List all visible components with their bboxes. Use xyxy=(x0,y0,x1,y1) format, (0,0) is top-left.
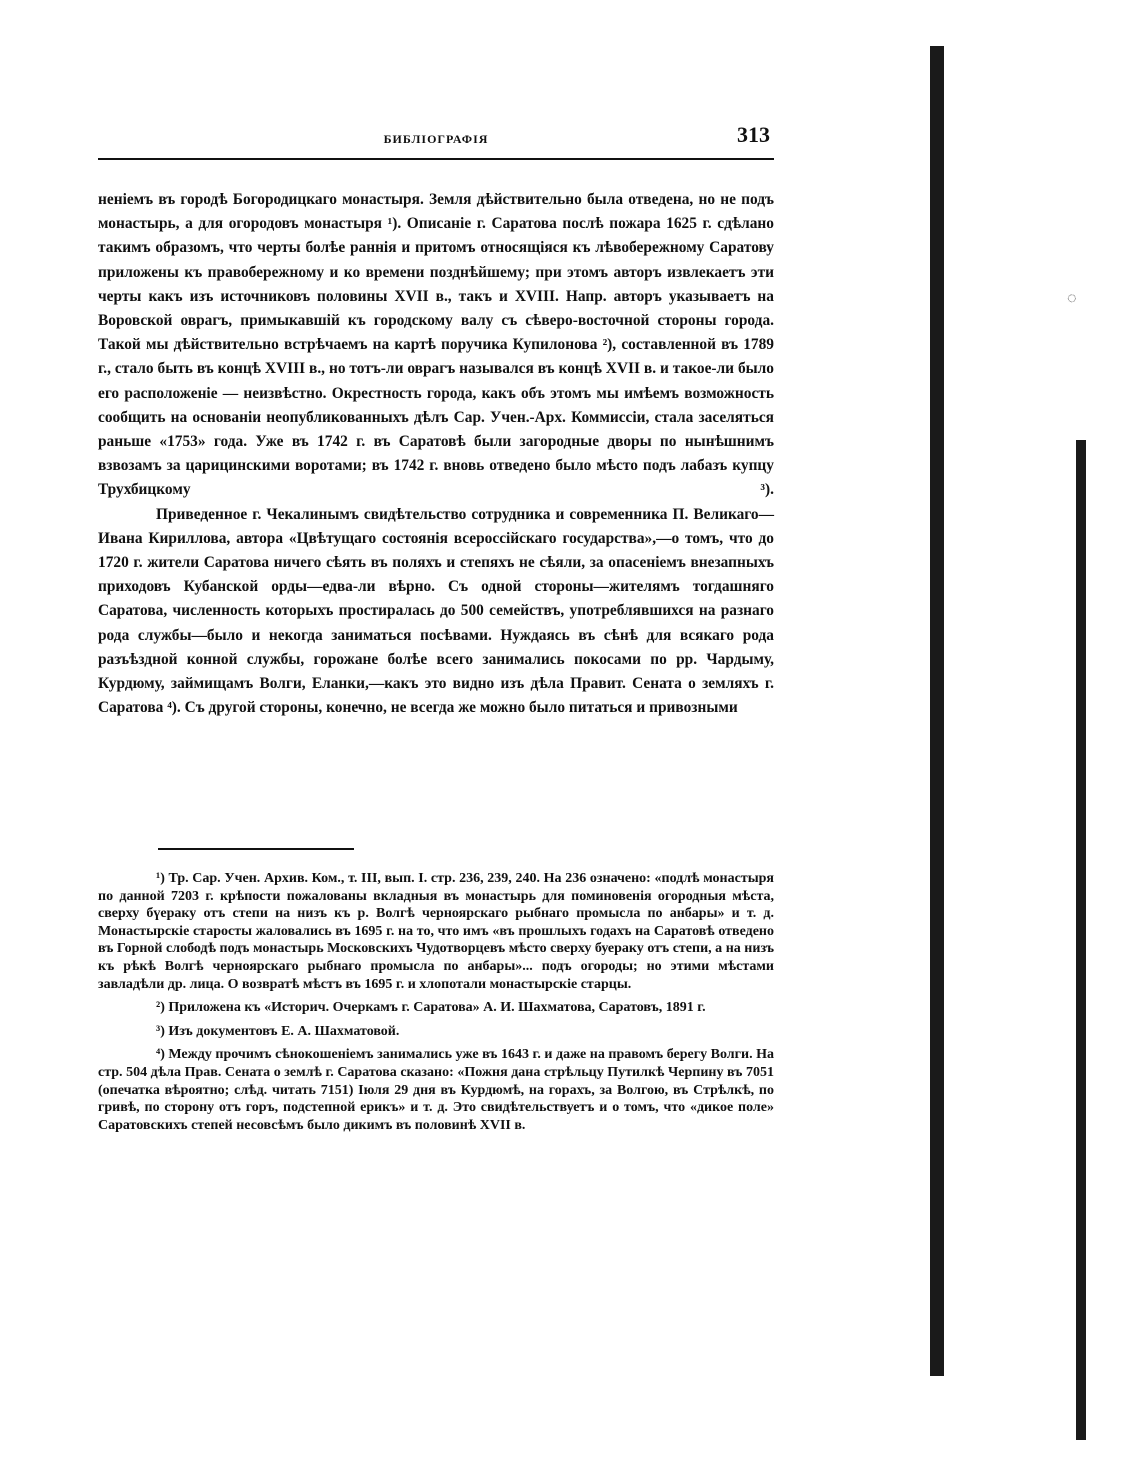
footnote-1: ¹) Тр. Сар. Учен. Архив. Ком., т. III, вып. I. стр. 236, 239, 240. На 236 означено: «подлѣ монастыря по данной 7203 г. крѣпости пожалованы вкладныя въ монастырь для поминовенія огородныя мѣста, сверху бүераку отъ степи на низъ къ р. Волгѣ черноярскаго рыбнаго промысла по анбары» и т. д. Монастырскіе старосты жаловались въ 1695 г. на то, что имъ «въ прошлыхъ годахъ на Саратовѣ отведено въ Горной слободѣ подъ монастырь Московскихъ Чудотворцевъ мѣсто сверху буераку отъ степи, а на низъ къ рѣкѣ Волгѣ черноярскаго рыбнаго промысла по анбары»... подъ огороды; но этими мѣстами завладѣли др. лица. О возвратѣ мѣстъ въ 1695 г. и хлопотали монастырскіе старцы. xyxy=(98,871,774,992)
scan-edge-shadow-right xyxy=(1076,440,1086,1440)
scan-artifact-mark: ◌ xyxy=(1067,290,1077,307)
main-text xyxy=(98,188,774,720)
footnote-4: ⁴) Между прочимъ сѣнокошеніемъ занимались уже въ 1643 г. и даже на правомъ берегу Волги. На стр. 504 дѣла Прав. Сената о землѣ г. Саратова сказано: «Пожня дана стрѣльцу Путилкѣ Черпину въ 7051 (опечатка вѣроятно; слѣд. читать 7151) Іюля 29 дня въ Курдюмѣ, на горахъ, за Волгою, въ Стрѣлкѣ, по гривѣ, по сторону отъ горъ, подстепной ерикъ» и т. д. Это свидѣтельствуетъ и о томъ, что «дикое поле» Саратовскихъ степей несовсѣмъ было дикимъ въ половинѣ XVII в. xyxy=(98,1047,774,1133)
paragraph-chekalin: Приведенное г. Чекалинымъ свидѣтельство сотрудника и современника П. Великаго—Ивана Кириллова, автора «Цвѣтущаго состоянія всероссійскаго государства»,—о томъ, что до 1720 г. жители Саратова ничего сѣять въ поляхъ и степяхъ не сѣяли, за опасеніемъ внезапныхъ приходовъ Кубанской орды—едва-ли вѣрно. Съ одной стороны—жителямъ тогдашняго Саратова, численность которыхъ простиралась до 500 семействъ, употреблявшихся на разнаго рода службы—было и некогда заниматься посѣвами. Нуждаясь въ сѣнѣ для всякаго рода разъѣздной конной службы, горожане болѣе всего занимались покосами по рр. Чардыму, Курдюму, займищамъ Волги, Еланки,—какъ это видно изъ дѣла Правит. Сената о земляхъ г. Саратова ⁴). Съ другой стороны, конечно, не всегда же можно было питаться и привозными xyxy=(98,505,774,717)
scan-edge-shadow xyxy=(930,46,944,1376)
running-header xyxy=(98,118,774,158)
page-number: 313 xyxy=(737,122,770,147)
running-title: БИБЛIОГРАФIЯ xyxy=(383,132,489,146)
footnote-3: ³) Изъ документовъ Е. А. Шахматовой. xyxy=(156,1023,400,1039)
book-page xyxy=(98,118,774,1133)
header-rule xyxy=(98,158,774,160)
paragraph-continuation: неніемъ въ городѣ Богородицкаго монастыря. Земля дѣйствительно была отведена, но не подъ монастырь, а для огородовъ монастыря ¹). Описаніе г. Саратова послѣ пожара 1625 г. сдѣлано такимъ образомъ, что черты болѣе раннія и притомъ относящіяся къ лѣвобережному Саратову приложены къ правобережному и ко времени позднѣйшему; при этомъ авторъ извлекаетъ эти черты какъ изъ источниковъ половины XVII в., такъ и XVIII. Напр. авторъ указываетъ на Воровской оврагъ, примыкавшій къ городскому валу съ сѣверо-восточной стороны города. Такой мы дѣйствительно встрѣчаемъ на картѣ поручика Купилонова ²), составленной въ 1789 г., стало быть въ концѣ XVIII в., но тотъ-ли оврагъ назывался въ концѣ XVII в. и такое-ли было его расположеніе — неизвѣстно. Окрестность города, какъ объ этомъ мы имѣемъ возможность сообщить на основаніи неопубликованныхъ дѣлъ Сар. Учен.-Арх. Коммиссіи, стала заселяться раньше «1753» года. Уже въ 1742 г. въ Саратовѣ были загородные дворы по нынѣшнимъ взвозамъ за царицинскими воротами; въ 1742 г. вновь отведено было мѣсто подъ лабазъ купцу Трухбицкому ³). xyxy=(98,191,774,499)
footnotes xyxy=(98,870,774,1140)
footnote-rule xyxy=(158,848,354,850)
footnote-2: ²) Приложена къ «Историч. Очеркамъ г. Саратова» А. И. Шахматова, Саратовъ, 1891 г. xyxy=(156,1000,706,1016)
